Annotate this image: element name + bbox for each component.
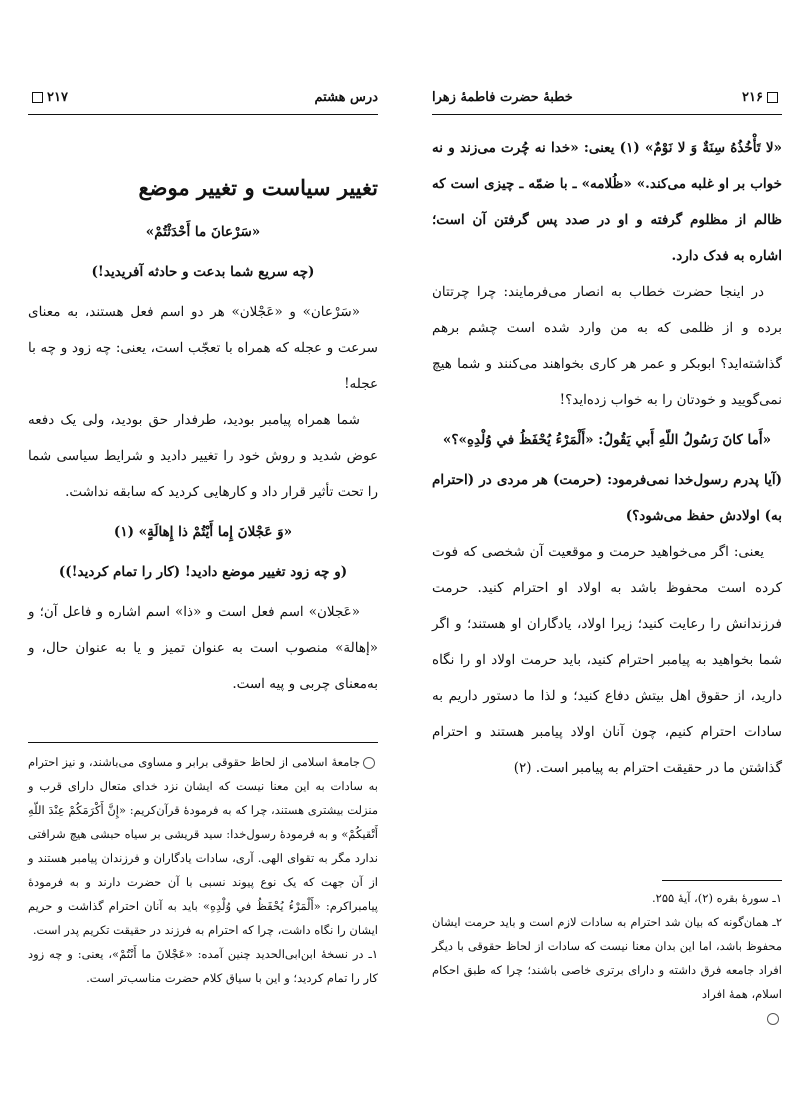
footnotes xyxy=(28,750,378,990)
page-number: ۲۱۶ xyxy=(742,90,782,105)
translation: (و چه زود تغییر موضع دادید! (کار را تمام کردید!)) xyxy=(58,564,348,580)
hadith-quote: «أَما كانَ رَسُولُ اللّهِ أَبي يَقُولُ: «أَلْمَرْءُ يُحْفَظُ في وُلْدِهِ»؟» xyxy=(442,432,772,448)
body-text xyxy=(28,168,378,702)
page-number: ۲۱۷ xyxy=(28,90,68,105)
footnote: جامعهٔ اسلامی از لحاظ حقوقی برابر و مساوی می‌باشند، و نیز احترام به سادات به این معنا نیست که ایشان نزد خدای متعال دارای قرب و منزلت بیشتری هستند، چرا که به فرمودهٔ قرآن‌کریم: «إِنَّ أَكْرَمَكُمْ عِنْدَ اللّهِ أَتْقيكُمْ» و به فرمودهٔ رسول‌خدا: سید قریشی بر سیاه حبشی هیچ شرافتی ندارد مگر به تقوای الهی. آری، سادات یادگاران و فرزندان پیامبر هستند و از آن جهت که یک نوع پیوند نسبی با آن حضرت دارند و به فرمودهٔ پیامبراکرم: «أَلْمَرْءُ يُحْفَظُ في وُلْدِهِ» باید به آنان احترام گذاشت و حریم ایشان را نگاه داشت، چرا که احترام به فرزند در حقیقت تکریم پدر است. xyxy=(28,755,378,937)
footnote-rule xyxy=(28,742,378,743)
running-title: خطبهٔ حضرت فاطمهٔ زهرا xyxy=(432,90,573,105)
footnote: ۲ـ همان‌گونه که بیان شد احترام به سادات لازم است و باید حرمت ایشان محفوظ باشد، اما این بدان معنا نیست که سادات از لحاظ حقوقی با دیگر افراد جامعه فرق داشته و دارای برتری خاصی باشند؛ چرا که طبق احکام اسلام، همهٔ افراد xyxy=(432,915,782,1001)
running-header xyxy=(28,88,378,115)
arabic-quote: «سَرْعانَ ما أَحْدَثْتُمْ» xyxy=(145,224,261,240)
paragraph: «سَرْعان» و «عَجْلان» هر دو اسم فعل هستند، به معنای سرعت و عجله که همراه با تعجّب است، یعنی: چه زود و چه با عجله! xyxy=(28,304,378,392)
footnote-rule xyxy=(662,880,782,881)
square-icon xyxy=(767,92,778,103)
running-title: درس هشتم xyxy=(314,90,378,105)
running-header xyxy=(432,88,782,115)
paragraph: «عَجلان» اسم فعل است و «ذا» اسم اشاره و فاعل آن؛ و «إهالة» منصوب است به عنوان تمیز و یا به عنوان حال، و به‌معنای چربی و پیه است. xyxy=(28,604,378,692)
paragraph: «لا تَأْخُذُهُ سِنَةٌ وَ لا نَوْمٌ» (۱) یعنی: «خدا نه چُرت می‌زند و نه خواب بر او غلبه می‌کند.» «ظُلامه» ـ با ضمّه ـ چیزی است که ظالم از مظلوم گرفته و او در صدد پس گرفتن آن است؛ اشاره به فدک دارد. xyxy=(432,140,782,264)
translation: (آیا پدرم رسول‌خدا نمی‌فرمود: (حرمت) هر مردی در (احترام به) اولادش حفظ می‌شود؟) xyxy=(432,472,782,524)
honorific-symbol-icon xyxy=(767,1013,779,1025)
body-text xyxy=(432,130,782,786)
paragraph: شما همراه پیامبر بودید، طرفدار حق بودید، ولی یک دفعه عوض شدید و روش خود را تغییر دادید و شرایط سیاسی شما را تحت تأثیر قرار داد و کارهایی کردید که سابقه نداشت. xyxy=(28,412,378,500)
translation: (چه سریع شما بدعت و حادثه آفریدید!) xyxy=(91,264,315,280)
paragraph: در اینجا حضرت خطاب به انصار می‌فرمایند: چرا چرتتان برده و از ظلمی که به من وارد شده است چشم برهم گذاشته‌اید؟ ابوبکر و عمر هر کاری بخواهند می‌کنند و شما هیچ نمی‌گویید و خودتان را به خواب زده‌اید؟! xyxy=(432,284,782,408)
arabic-quote: «وَ عَجْلانَ إِما أَيْتُمْ ذا إِهالَةٍ» (۱) xyxy=(113,524,293,540)
footnote-marker-icon xyxy=(363,757,375,769)
footnote: ۱ـ در نسخهٔ ابن‌ابی‌الحدید چنین آمده: «عَجْلانَ ما أَنْتُمْ»، یعنی: و چه زود کار را تمام کردید؛ و این با سیاق کلام حضرت مناسب‌تر است. xyxy=(28,947,378,985)
footnotes xyxy=(432,886,782,1030)
section-title: تغییر سیاست و تغییر موضع xyxy=(138,175,378,200)
footnote: ۱ـ سورهٔ بقره (۲)، آیهٔ ۲۵۵. xyxy=(651,891,782,905)
square-icon xyxy=(32,92,43,103)
paragraph: یعنی: اگر می‌خواهید حرمت و موقعیت آن شخصی که فوت کرده است محفوظ باشد به اولاد او احترام کنید. حرمت فرزندانش را رعایت کنید؛ زیرا اولاد، یادگاران او هستند؛ و اگر شما بخواهید به پیامبر احترام کنید، باید حرمت اولاد او را نگاه دارید، از حقوق اهل بیتش دفاع کنید؛ و لذا ما دستور داریم به سادات احترام کنیم، چون آنان اولاد پیامبر هستند و احترام گذاشتن ما در حقیقت احترام به پیامبر است. (۲) xyxy=(432,544,782,776)
